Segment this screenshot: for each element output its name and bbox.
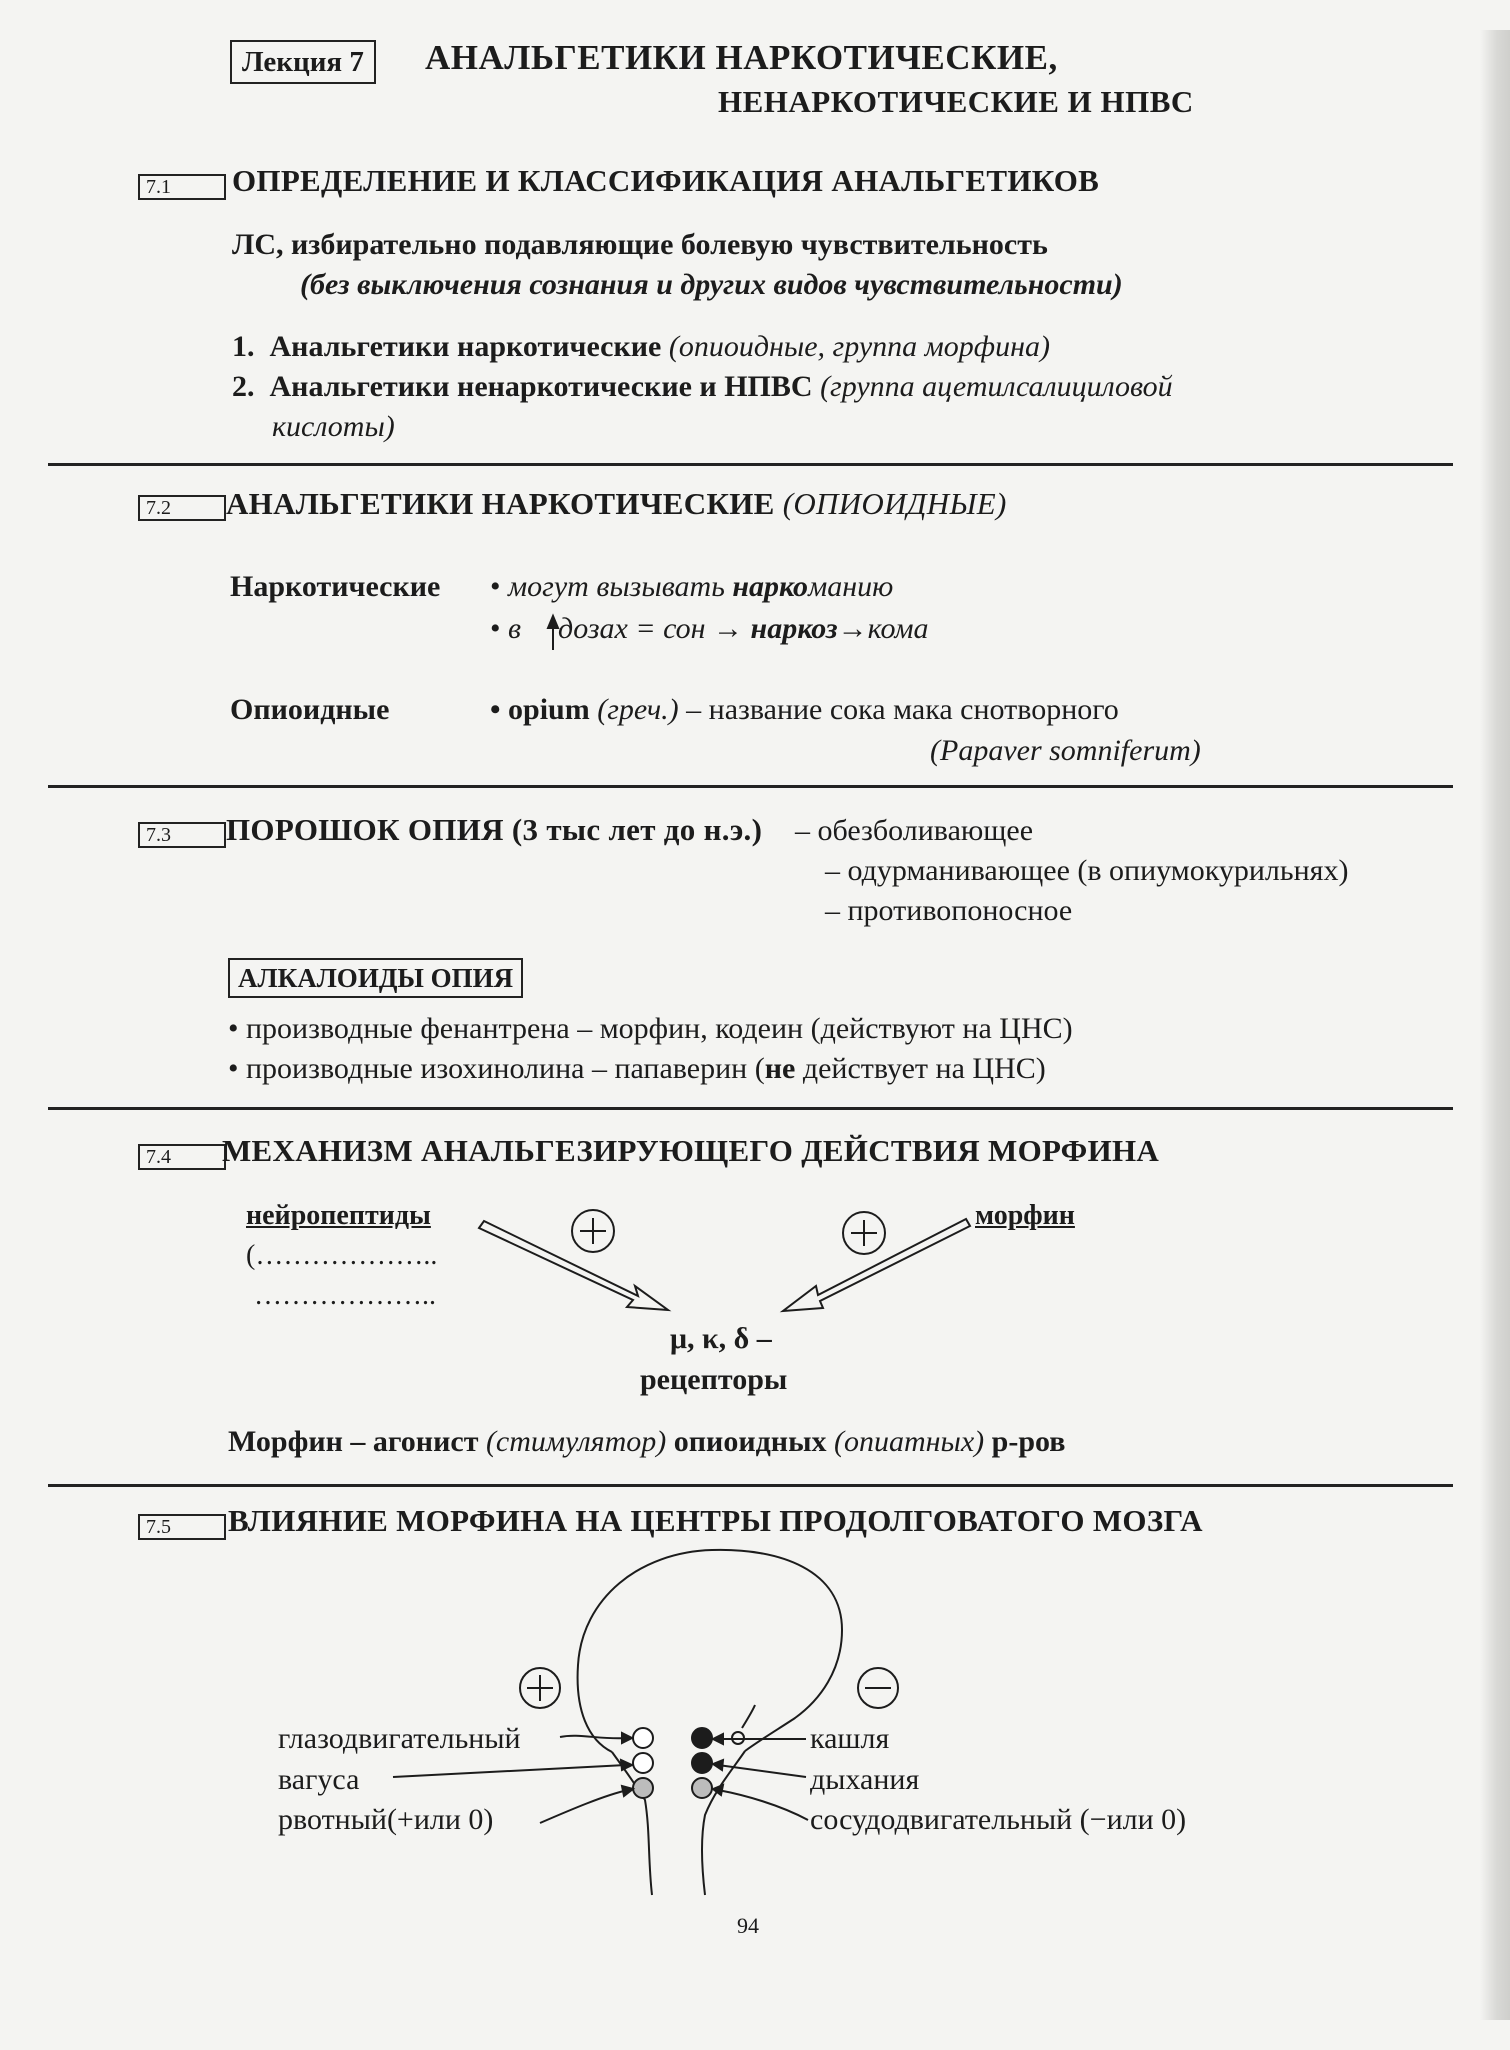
alkaloids-box: АЛКАЛОИДЫ ОПИЯ <box>228 958 523 998</box>
neuropeptides-dots-2: ……………….. <box>254 1280 436 1311</box>
bullet: • <box>490 570 501 603</box>
section-number-7-3: 7.3 <box>138 822 226 848</box>
concl-c: опиоидных <box>673 1425 827 1458</box>
lecture-title-line2: НЕНАРКОТИЧЕСКИЕ И НПВС <box>718 84 1194 119</box>
neuropeptides-label: нейропептиды <box>246 1200 431 1231</box>
oculomotor-nucleus <box>633 1728 653 1748</box>
bullet-2-a: в <box>508 612 522 645</box>
lecture-title-line1: АНАЛЬГЕТИКИ НАРКОТИЧЕСКИЕ, <box>425 38 1058 77</box>
derivative-2-c: действует на ЦНС) <box>795 1052 1046 1085</box>
pointer-lines <box>393 1733 808 1823</box>
plus-circle-icon <box>843 1212 885 1254</box>
neuropeptide-arrow-icon <box>479 1221 668 1310</box>
opium-note: (греч.) <box>597 693 679 726</box>
plus-circle-icon <box>572 1210 614 1252</box>
concl-b: (стимулятор) <box>485 1425 667 1458</box>
section-title-7-2-note: (ОПИОИДНЫЕ) <box>782 486 1007 521</box>
list-item-2-note-cont: кислоты) <box>272 410 395 443</box>
effect-3: – противопоносное <box>825 894 1073 927</box>
receptors-line-2: рецепторы <box>640 1363 788 1396</box>
bullet-2-b: дозах = сон → <box>558 612 744 645</box>
label-oculomotor: глазодвигательный <box>278 1722 521 1755</box>
concl-d: (опиатных) <box>834 1425 985 1458</box>
section-title-7-3: ПОРОШОК ОПИЯ (3 тыс лет до н.э.) <box>226 812 763 847</box>
vasomotor-nucleus <box>692 1778 712 1798</box>
minus-circle-icon <box>858 1668 898 1708</box>
label-respiration: дыхания <box>810 1763 920 1796</box>
section-number-7-2: 7.2 <box>138 495 226 521</box>
section-number-7-5: 7.5 <box>138 1514 226 1540</box>
effect-2: – одурманивающее (в опиумокурильнях) <box>825 854 1349 887</box>
definition-text: ЛС, избирательно подавляющие болевую чувствительность <box>232 228 1048 261</box>
bullet: • <box>490 612 501 645</box>
list-item-1-title: Анальгетики наркотические <box>269 330 662 363</box>
morphine-label: морфин <box>975 1200 1075 1231</box>
list-item-1-number: 1. <box>232 330 255 363</box>
neuropeptides-dots-1: (……………….. <box>246 1240 438 1271</box>
derivative-2-a: • производные изохинолина – папаверин ( <box>228 1052 765 1085</box>
list-item-1-note: (опиоидные, группа морфина) <box>668 330 1050 363</box>
opium-word: opium <box>508 693 590 726</box>
opium-rest: – название сока мака снотворного <box>686 693 1119 726</box>
bullet-1-a: могут вызывать <box>508 570 725 603</box>
list-item-2-title: Анальгетики ненаркотические и НПВС <box>269 370 813 403</box>
definition-note: (без выключения сознания и других видов чувствительности) <box>300 268 1123 301</box>
section-number-7-4: 7.4 <box>138 1144 226 1170</box>
brainstem-sketch <box>578 1550 842 1895</box>
bullet-2-c: наркоз <box>750 612 838 645</box>
plus-circle-icon <box>520 1668 560 1708</box>
list-item-2-number: 2. <box>232 370 255 403</box>
bullet-2-d: →кома <box>837 612 929 645</box>
section-title-7-4: МЕХАНИЗМ АНАЛЬГЕЗИРУЮЩЕГО ДЕЙСТВИЯ МОРФИНА <box>222 1133 1160 1168</box>
respiratory-nucleus <box>692 1753 712 1773</box>
concl-a: Морфин – агонист <box>228 1425 479 1458</box>
section-title-7-5: ВЛИЯНИЕ МОРФИНА НА ЦЕНТРЫ ПРОДОЛГОВАТОГО МОЗГА <box>228 1503 1203 1538</box>
section-title-7-1: ОПРЕДЕЛЕНИЕ И КЛАССИФИКАЦИЯ АНАЛЬГЕТИКОВ <box>232 163 1100 198</box>
list-item-2-note: (группа ацетилсалициловой <box>820 370 1173 403</box>
bullet-1-b: нарко <box>732 570 809 603</box>
vomiting-nucleus <box>633 1778 653 1798</box>
effect-1: – обезболивающее <box>795 814 1034 847</box>
concl-e: р-ров <box>991 1425 1066 1458</box>
derivative-2-not: не <box>764 1052 796 1085</box>
label-vomiting: рвотный(+или 0) <box>278 1803 494 1836</box>
label-cough: кашля <box>810 1722 890 1755</box>
bullet: • <box>490 693 501 726</box>
lecture-label: Лекция 7 <box>230 40 376 84</box>
narcotic-label: Наркотические <box>230 570 441 603</box>
section-title-7-2-main: АНАЛЬГЕТИКИ НАРКОТИЧЕСКИЕ <box>226 486 775 521</box>
label-vagus: вагуса <box>278 1763 360 1796</box>
cough-nucleus <box>692 1728 712 1748</box>
bullet-1-c: манию <box>808 570 894 603</box>
papaver-note: (Papaver somniferum) <box>930 734 1201 767</box>
page-number: 94 <box>737 1913 759 1938</box>
derivative-1: • производные фенантрена – морфин, кодеин (действуют на ЦНС) <box>228 1012 1073 1045</box>
opioid-label: Опиоидные <box>230 693 390 726</box>
vagus-nucleus <box>633 1753 653 1773</box>
label-vasomotor: сосудодвигательный (−или 0) <box>810 1803 1187 1836</box>
section-number-7-1: 7.1 <box>138 174 226 200</box>
up-arrow-icon <box>548 616 558 650</box>
receptors-line-1: μ, κ, δ – <box>670 1322 772 1355</box>
